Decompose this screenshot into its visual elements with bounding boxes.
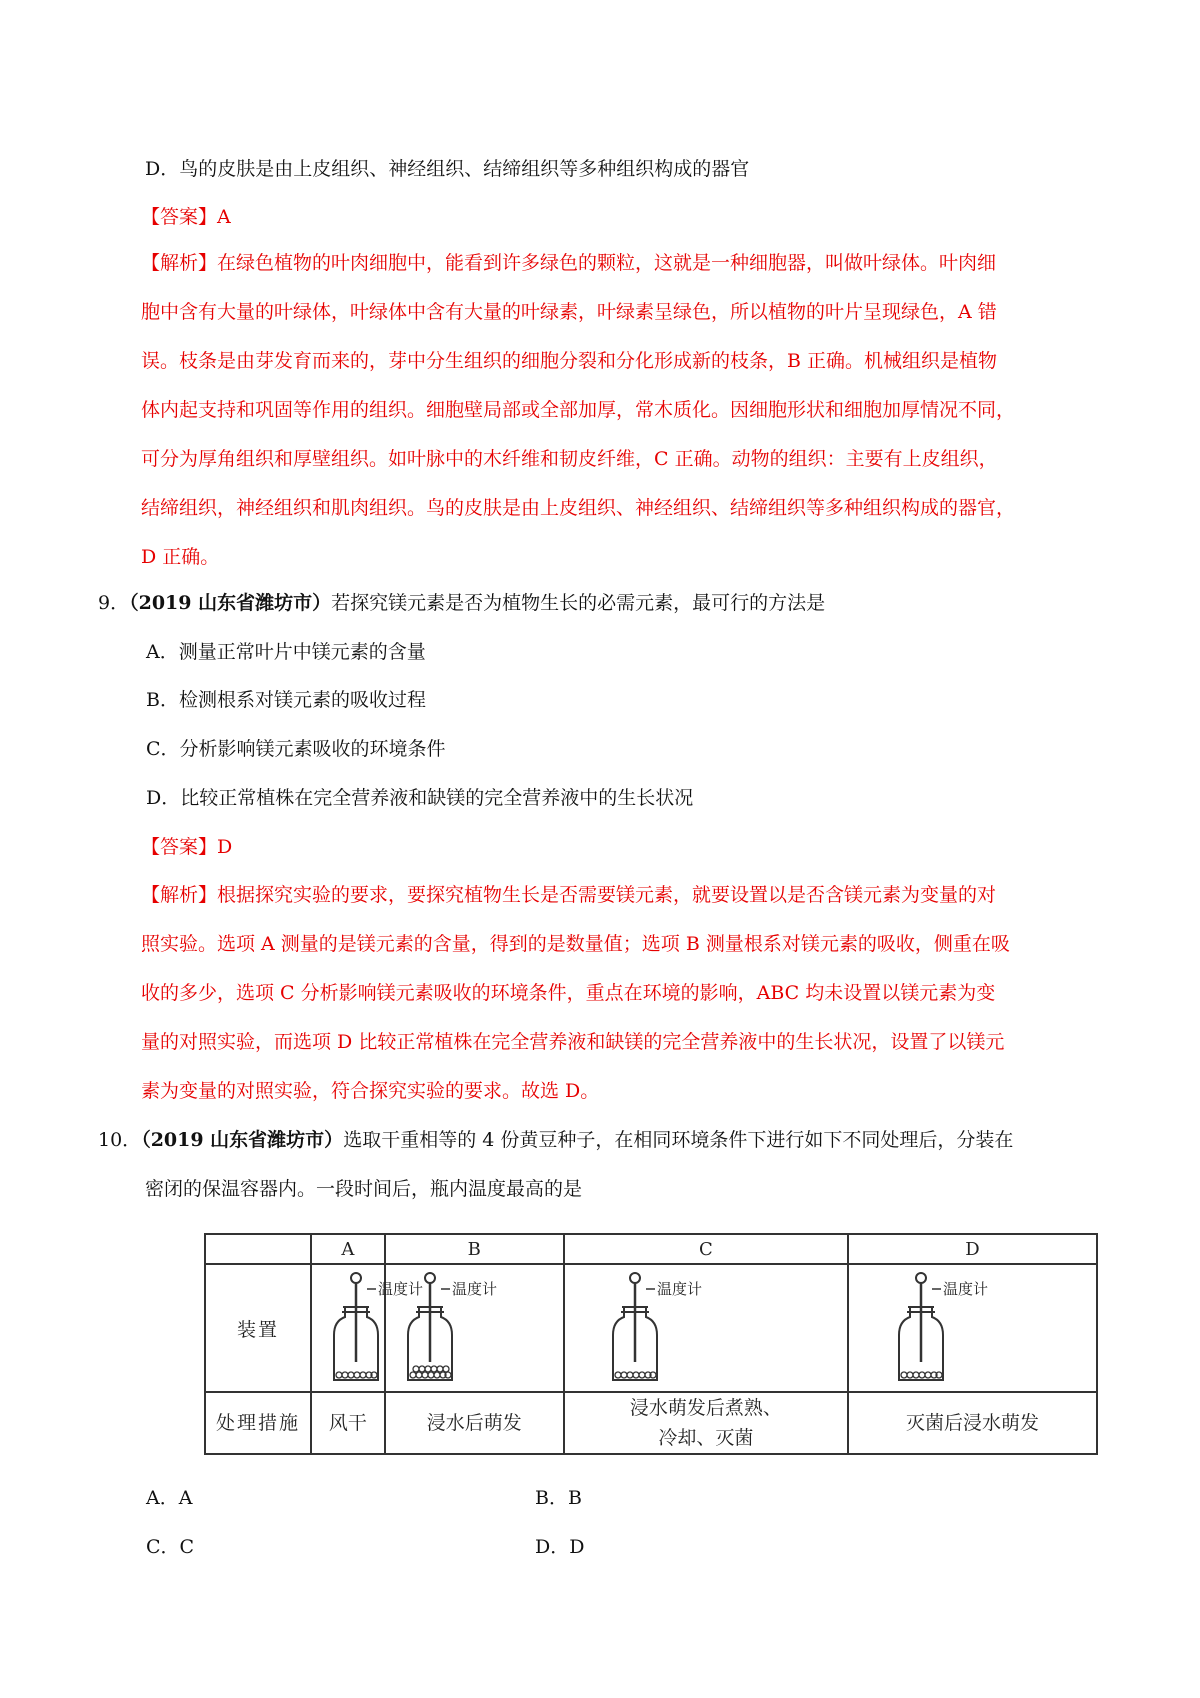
q8-analysis-line-5: 可分为厚角组织和厚壁组织。如叶脉中的木纤维和韧皮纤维，C 正确。动物的组织：主要有上皮组织， xyxy=(141,448,998,470)
thermometer-label-a: 温度计 xyxy=(378,1280,424,1298)
treatment-row-label: 处理措施 xyxy=(205,1392,311,1454)
header-d: D xyxy=(848,1234,1097,1264)
q9-option-a: A．测量正常叶片中镁元素的含量 xyxy=(146,641,426,663)
treatment-a: 风干 xyxy=(311,1392,385,1454)
thermometer-label-c: 温度计 xyxy=(656,1280,702,1298)
q9-analysis-line-2: 照实验。选项 A 测量的是镁元素的含量，得到的是数量值；选项 B 测量根系对镁元素的吸收，侧重在吸 xyxy=(141,933,1010,955)
q8-answer xyxy=(141,203,231,231)
q9-option-d: D．比较正常植株在完全营养液和缺镁的完全营养液中的生长状况 xyxy=(146,787,694,809)
thermos-flask-icon xyxy=(386,1265,556,1391)
thermometer-label-b: 温度计 xyxy=(451,1280,497,1298)
treatment-row xyxy=(205,1392,1097,1454)
treatment-c-line-1: 浸水萌发后煮熟、 xyxy=(629,1397,782,1419)
q8-analysis-line-4: 体内起支持和巩固等作用的组织。细胞壁局部或全部加厚，常木质化。因细胞形状和细胞加厚情况不同， xyxy=(141,399,1016,421)
apparatus-row-label: 装置 xyxy=(205,1264,311,1392)
experiment-table xyxy=(204,1233,1098,1455)
q9-answer-value: D xyxy=(217,836,233,858)
q9-analysis-line-5: 素为变量的对照实验，符合探究实验的要求。故选 D。 xyxy=(141,1080,600,1102)
q10-stem-text: 选取干重相等的 4 份黄豆种子，在相同环境条件下进行如下不同处理后，分装在 xyxy=(343,1129,1014,1151)
q10-option-d: D．D xyxy=(535,1536,585,1558)
q10-stem-line-1 xyxy=(98,1126,1013,1154)
q8-analysis-line-3: 误。枝条是由芽发育而来的，芽中分生组织的细胞分裂和分化形成新的枝条，B 正确。机械组织是植物 xyxy=(141,350,998,372)
q9-answer-label: 【答案】 xyxy=(141,836,218,858)
q8-analysis-line-7: D 正确。 xyxy=(141,546,220,568)
q10-option-c: C．C xyxy=(146,1536,195,1558)
q8-analysis-line-6: 结缔组织，神经组织和肌肉组织。鸟的皮肤是由上皮组织、神经组织、结缔组织等多种组织构成的器官， xyxy=(141,497,1016,519)
q10-option-b: B．B xyxy=(535,1487,582,1509)
q10-number: 10． xyxy=(98,1129,142,1151)
treatment-c-line-2: 冷却、灭菌 xyxy=(658,1427,754,1449)
thermometer-label-d: 温度计 xyxy=(942,1280,988,1298)
apparatus-b-figure xyxy=(386,1265,563,1391)
q10-stem-line-2: 密闭的保温容器内。一段时间后，瓶内温度最高的是 xyxy=(145,1178,583,1200)
table-corner-cell xyxy=(205,1234,311,1264)
apparatus-row xyxy=(205,1264,1097,1392)
header-a: A xyxy=(311,1234,385,1264)
q10-source: （2019 山东省潍坊市） xyxy=(141,1129,344,1151)
thermos-flask-icon xyxy=(565,1265,755,1391)
table-header-row xyxy=(205,1234,1097,1264)
q9-source: （2019 山东省潍坊市） xyxy=(129,592,332,614)
q9-number: 9． xyxy=(98,592,130,614)
q8-analysis-line-2: 胞中含有大量的叶绿体，叶绿体中含有大量的叶绿素，叶绿素呈绿色，所以植物的叶片呈现绿色，A 错 xyxy=(141,301,997,323)
apparatus-d xyxy=(848,1264,1097,1392)
q9-stem xyxy=(98,589,825,617)
header-c: C xyxy=(564,1234,848,1264)
apparatus-d-figure xyxy=(849,1265,1096,1391)
treatment-b: 浸水后萌发 xyxy=(385,1392,564,1454)
q9-option-b: B．检测根系对镁元素的吸收过程 xyxy=(146,689,426,711)
apparatus-b xyxy=(385,1264,564,1392)
q8-answer-label: 【答案】 xyxy=(141,206,218,228)
apparatus-c xyxy=(564,1264,848,1392)
treatment-d: 灭菌后浸水萌发 xyxy=(848,1392,1097,1454)
apparatus-c-figure xyxy=(565,1265,847,1391)
header-b: B xyxy=(385,1234,564,1264)
q9-analysis-line-3: 收的多少，选项 C 分析影响镁元素吸收的环境条件，重点在环境的影响，ABC 均未设置以镁元素为变 xyxy=(141,982,996,1004)
q8-analysis-line-1: 【解析】在绿色植物的叶肉细胞中，能看到许多绿色的颗粒，这就是一种细胞器，叫做叶绿体。叶肉细 xyxy=(141,252,997,274)
q9-answer xyxy=(141,833,232,861)
q8-answer-value: A xyxy=(217,206,231,228)
thermos-flask-icon xyxy=(849,1265,1039,1391)
apparatus-a xyxy=(311,1264,424,1392)
treatment-c xyxy=(564,1392,848,1454)
apparatus-a-figure xyxy=(312,1265,424,1391)
q9-analysis-line-1: 【解析】根据探究实验的要求，要探究植物生长是否需要镁元素，就要设置以是否含镁元素为变量的对 xyxy=(141,884,997,906)
q9-analysis-line-4: 量的对照实验，而选项 D 比较正常植株在完全营养液和缺镁的完全营养液中的生长状况，设置了以镁元 xyxy=(141,1031,1005,1053)
q10-option-a: A．A xyxy=(146,1487,193,1509)
q8-option-d: D．鸟的皮肤是由上皮组织、神经组织、结缔组织等多种组织构成的器官 xyxy=(145,158,750,180)
q9-stem-text: 若探究镁元素是否为植物生长的必需元素，最可行的方法是 xyxy=(331,592,826,614)
q9-option-c: C．分析影响镁元素吸收的环境条件 xyxy=(146,738,446,760)
